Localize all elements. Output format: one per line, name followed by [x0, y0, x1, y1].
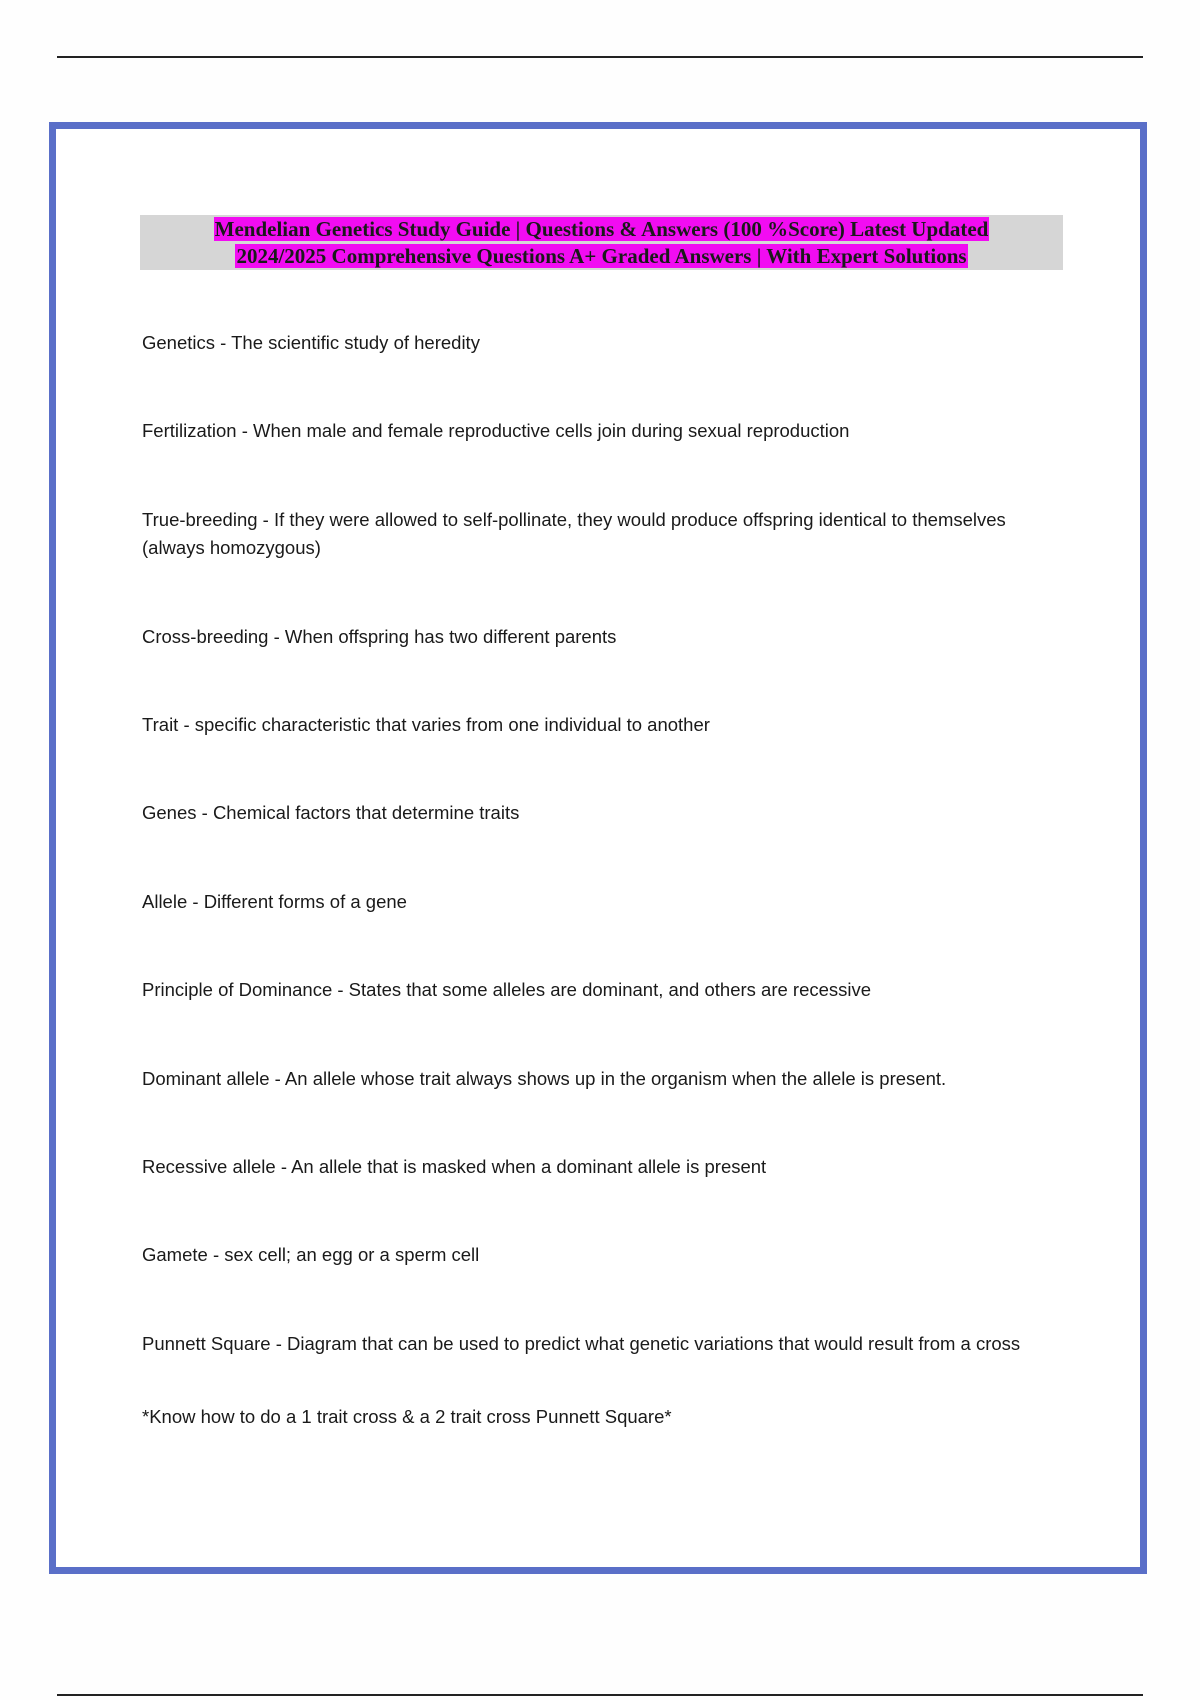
entry-cross-breeding: Cross-breeding - When offspring has two different parents — [142, 626, 617, 647]
entry-genes: Genes - Chemical factors that determine traits — [142, 802, 520, 823]
entry-punnett-square: Punnett Square - Diagram that can be used to predict what genetic variations that would result from a cross — [142, 1333, 1021, 1354]
entry-principle-of-dominance: Principle of Dominance - States that some alleles are dominant, and others are recessive — [142, 979, 872, 1000]
title-band — [140, 215, 1063, 270]
entry-trait: Trait - specific characteristic that varies from one individual to another — [142, 714, 710, 735]
punnett-note: *Know how to do a 1 trait cross & a 2 trait cross Punnett Square* — [142, 1406, 672, 1427]
entry-allele: Allele - Different forms of a gene — [142, 891, 407, 912]
bottom-rule — [57, 1694, 1143, 1696]
top-rule — [57, 56, 1143, 58]
entry-true-breeding: True-breeding - If they were allowed to self-pollinate, they would produce offspring identical to themselves (always homozygous) — [142, 509, 1006, 558]
entry-genetics: Genetics - The scientific study of heredity — [142, 332, 480, 353]
entry-fertilization: Fertilization - When male and female reproductive cells join during sexual reproduction — [142, 420, 850, 441]
entry-gamete: Gamete - sex cell; an egg or a sperm cell — [142, 1244, 480, 1265]
entry-dominant-allele: Dominant allele - An allele whose trait always shows up in the organism when the allele is present. — [142, 1068, 947, 1089]
entry-recessive-allele: Recessive allele - An allele that is masked when a dominant allele is present — [142, 1156, 767, 1177]
title-line-1: Mendelian Genetics Study Guide | Questions & Answers (100 %Score) Latest Updated — [214, 217, 989, 241]
title-line-2: 2024/2025 Comprehensive Questions A+ Graded Answers | With Expert Solutions — [236, 244, 967, 268]
